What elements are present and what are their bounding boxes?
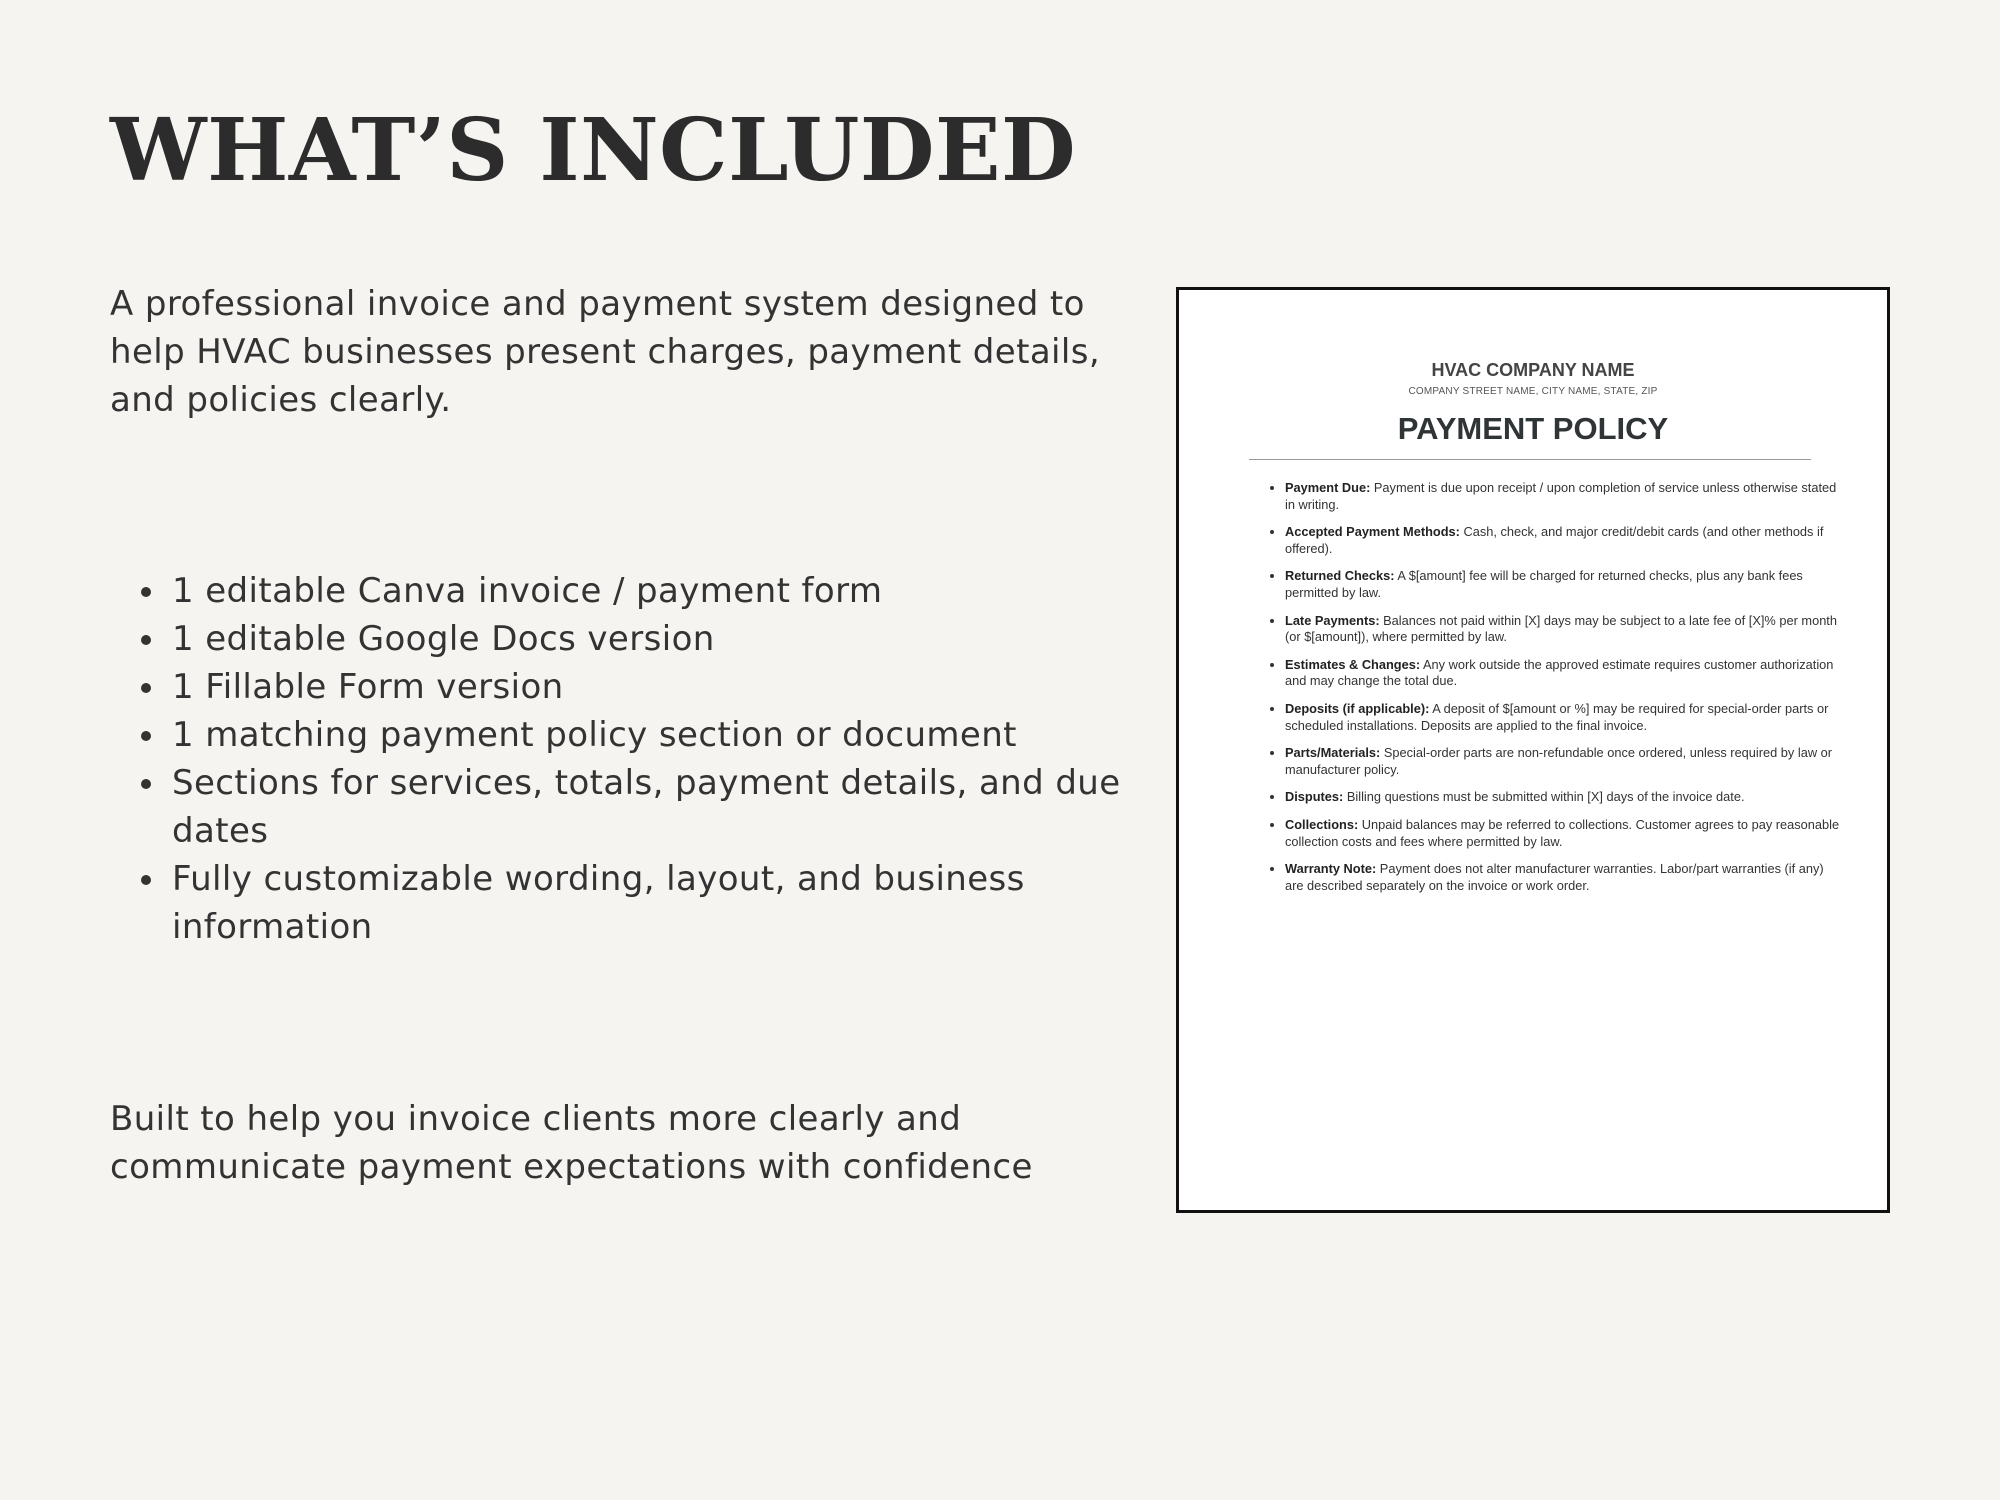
feature-item: • 1 matching payment policy section or document bbox=[168, 711, 1128, 759]
policy-term: Estimates & Changes: bbox=[1285, 656, 1421, 672]
features-list bbox=[140, 567, 1128, 951]
feature-item: • Fully customizable wording, layout, and business information bbox=[168, 855, 1128, 951]
document-address: COMPANY STREET NAME, CITY NAME, STATE, ZIP bbox=[1408, 386, 1658, 397]
policy-term: Payment Due: bbox=[1285, 480, 1371, 495]
policy-item bbox=[1285, 701, 1845, 734]
policy-item bbox=[1285, 613, 1845, 646]
policy-item bbox=[1285, 524, 1845, 557]
feature-item: • 1 editable Canva invoice / payment form bbox=[168, 567, 1128, 615]
policy-text: Cash, check, and major credit/debit cards (and other methods if offered). bbox=[1285, 524, 1824, 556]
feature-item: • 1 Fillable Form version bbox=[168, 663, 1128, 711]
feature-item: • Sections for services, totals, payment details, and due dates bbox=[168, 759, 1128, 855]
document-divider bbox=[1249, 459, 1811, 460]
policy-list bbox=[1267, 480, 1845, 894]
policy-text: A $[amount] fee will be charged for returned checks, plus any bank fees permitted by law. bbox=[1285, 568, 1803, 600]
policy-text: Any work outside the approved estimate requires customer authorization and may change the total due. bbox=[1285, 656, 1834, 689]
policy-text: Balances not paid within [X] days may be subject to a late fee of [X]% per month (or $[amount]), where permitted by law. bbox=[1285, 612, 1837, 645]
policy-term: Returned Checks: bbox=[1285, 568, 1395, 584]
document-title: PAYMENT POLICY bbox=[1397, 411, 1669, 446]
policy-text: Special-order parts are non-refundable once ordered, unless required by law or manufacturer policy. bbox=[1285, 745, 1833, 777]
policy-item bbox=[1285, 480, 1845, 513]
policy-term: Deposits (if applicable): bbox=[1285, 700, 1430, 716]
policy-text: Payment is due upon receipt / upon completion of service unless otherwise stated in writing. bbox=[1285, 480, 1837, 512]
document-preview bbox=[1176, 287, 1890, 1213]
closing-text: Built to help you invoice clients more clearly and communicate payment expectations with confidence bbox=[110, 1099, 1033, 1187]
document-company-name: HVAC COMPANY NAME bbox=[1431, 360, 1635, 380]
policy-term: Warranty Note: bbox=[1285, 861, 1377, 877]
policy-item bbox=[1285, 657, 1845, 690]
policy-text: Unpaid balances may be referred to collections. Customer agrees to pay reasonable collection costs and fees where permitted by law. bbox=[1285, 816, 1840, 849]
policy-term: Parts/Materials: bbox=[1285, 745, 1381, 761]
policy-item bbox=[1285, 789, 1845, 806]
policy-item bbox=[1285, 745, 1845, 778]
policy-item bbox=[1285, 817, 1845, 850]
policy-term: Collections: bbox=[1285, 816, 1359, 832]
policy-item bbox=[1285, 861, 1845, 894]
policy-item bbox=[1285, 568, 1845, 601]
policy-text: A deposit of $[amount or %] may be required for special-order parts or scheduled installations. Deposits are applied to the final invoice. bbox=[1285, 700, 1829, 733]
intro-text: A professional invoice and payment system designed to help HVAC businesses present charges, payment details, and policies clearly. bbox=[110, 284, 1101, 420]
policy-term: Accepted Payment Methods: bbox=[1285, 524, 1460, 540]
policy-term: Disputes: bbox=[1285, 789, 1344, 805]
policy-term: Late Payments: bbox=[1285, 612, 1380, 628]
page-title: WHAT’S INCLUDED bbox=[110, 100, 1077, 201]
policy-text: Payment does not alter manufacturer warranties. Labor/part warranties (if any) are described separately on the invoice or work order. bbox=[1285, 861, 1824, 893]
feature-item: • 1 editable Google Docs version bbox=[168, 615, 1128, 663]
policy-text: Billing questions must be submitted within [X] days of the invoice date. bbox=[1343, 789, 1745, 805]
document-page bbox=[1183, 294, 1883, 1206]
